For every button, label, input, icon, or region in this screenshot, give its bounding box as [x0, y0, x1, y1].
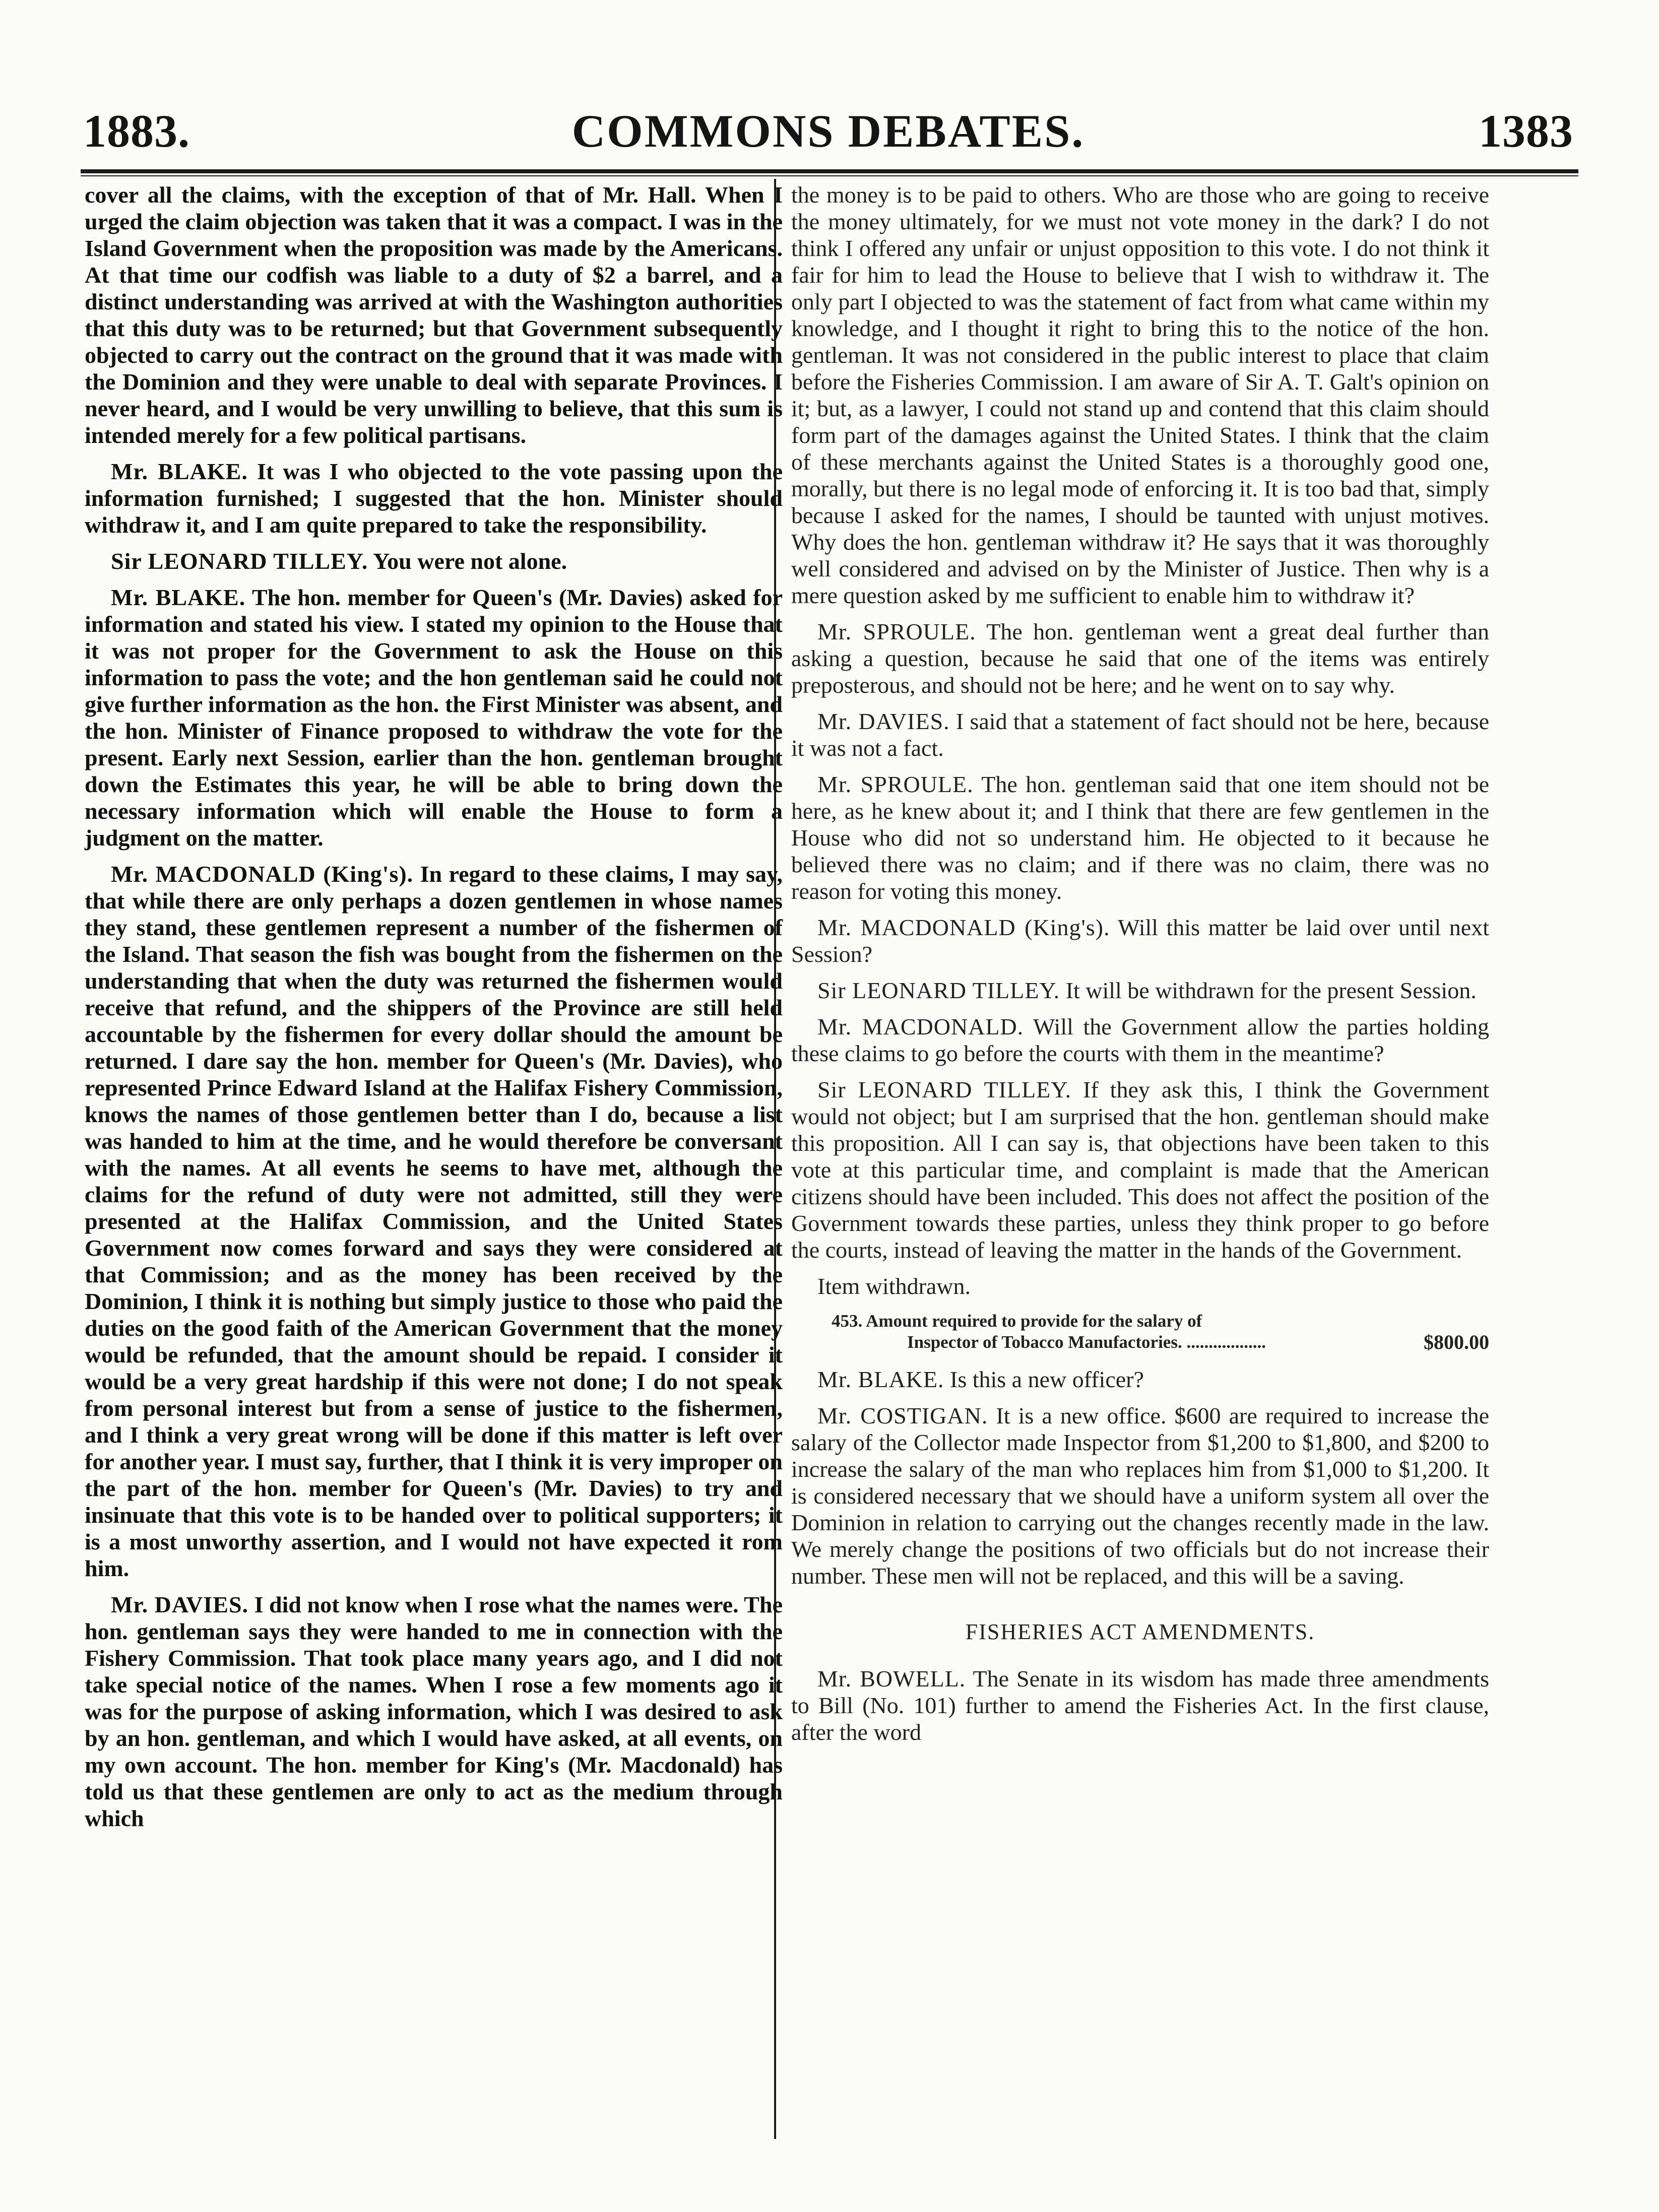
estimate-item-line1: 453. Amount required to provide for the salary of [832, 1311, 1202, 1331]
paragraph [791, 708, 1489, 761]
left-column [85, 181, 783, 1841]
speaker: Mr. DAVIES. [111, 1592, 249, 1617]
paragraph [791, 1076, 1489, 1263]
paragraph-text: The hon. gentleman went a great deal further than asking a question, because he said that one of the items was entirely preposterous, and should not be here; and he went on to say why. [791, 619, 1490, 698]
header-rule [81, 169, 1578, 173]
paragraph [791, 1402, 1489, 1589]
paragraph-text: The Senate in its wisdom has made three amendments to Bill (No. 101) further to amend the Fisheries Act. In the first clause, after the word [791, 1666, 1489, 1745]
header-title: COMMONS DEBATES. [571, 105, 1085, 157]
header-page-number: 1383 [1479, 105, 1573, 157]
right-column [791, 181, 1489, 1755]
paragraph [791, 977, 1489, 1004]
paragraph-text: I did not know when I rose what the names were. The hon. gentleman says they were handed to me in connection with the Fishery Commission. That took place many years ago, and I did not take special notice of the names. When I rose a few moments ago it was for the purpose of asking information, which I was desired to ask by an hon. gentleman, and which I would have asked, at all events, on my own account. The hon. member for King's (Mr. Macdonald) has told us that these gentlemen are only to act as the medium through which [85, 1592, 783, 1831]
paragraph [791, 771, 1489, 904]
estimate-item-amount: $800.00 [1424, 1331, 1489, 1353]
paragraph-text: It was I who objected to the vote passing upon the information furnished; I suggested that the hon. Minister should withdraw it, and I am quite prepared to take the responsibility. [85, 459, 783, 538]
paragraph [85, 1591, 783, 1832]
speaker: Mr. MACDONALD (King's). [817, 915, 1110, 940]
paragraph-text: Will the Government allow the parties holding these claims to go before the courts with them in the meantime? [791, 1014, 1489, 1066]
estimate-item [832, 1311, 1489, 1353]
paragraph-text: cover all the claims, with the exception of that of Mr. Hall. When I urged the claim objection was taken that it was a compact. I was in the Island Government when the proposition was made by the Americans. At that time our codfish was liable to a duty of $2 a barrel, and a distinct understanding was arrived at with the Washington authorities that this duty was to be returned; but that Government subsequently objected to carry out the contract on the ground that it was made with the Dominion and they were unable to deal with separate Provinces. I never heard, and I would be very unwilling to believe, that this sum is intended merely for a few political partisans. [85, 182, 783, 448]
paragraph-text: The hon. gentleman said that one item should not be here, as he knew about it; and I think that there are few gentlemen in the House who did not so understand him. He objected to it because he believed there was no claim; and if there was no claim, there was no reason for voting this money. [791, 771, 1490, 904]
speaker: Mr. MACDONALD. [817, 1014, 1024, 1039]
page-header [83, 103, 1573, 159]
speaker: Sir LEONARD TILLEY. [817, 1077, 1072, 1102]
speaker: Mr. COSTIGAN. [817, 1403, 988, 1428]
speaker: Mr. BLAKE. [111, 459, 248, 484]
paragraph-text: the money is to be paid to others. Who are those who are going to receive the money ultimately, for we must not vote money in the dark? I do not think I offered any unfair or unjust opposition to this vote. I do not think it fair for him to lead the House to believe that I wish to withdraw it. The only part I objected to was the statement of fact from what came within my knowledge, and I thought it right to bring this to the notice of the hon. gentleman. It was not considered in the public interest to place that claim before the Fisheries Commission. I am aware of Sir A. T. Galt's opinion on it; but, as a lawyer, I could not stand up and contend that this claim should form part of the damages against the United States. I think that the claim of these merchants against the United States is a thoroughly good one, morally, but there is no legal mode of enforcing it. It is too bad that, simply because I asked for the names, I should be taunted with unjust motives. Why does the hon. gentleman withdraw it? He says that it was thoroughly well considered and advised on by the Minister of Justice. Then why is a mere question asked by me sufficient to enable him to withdraw it? [791, 182, 1489, 608]
header-year: 1883. [83, 105, 190, 157]
paragraph [85, 458, 783, 538]
paragraph [791, 914, 1489, 967]
paragraph [791, 1273, 1489, 1299]
speaker: Mr. BOWELL. [817, 1666, 966, 1691]
speaker: Mr. SPROULE. [817, 619, 976, 644]
paragraph [791, 1366, 1489, 1393]
estimate-item-line2: Inspector of Tobacco Manufactories. .................. $800.00 [907, 1331, 1489, 1353]
speaker: Mr. DAVIES. [817, 708, 950, 734]
paragraph [85, 861, 783, 1582]
speaker: Mr. BLAKE. [111, 584, 246, 610]
paragraph-text: You were not alone. [373, 548, 567, 574]
paragraph-text: In regard to these claims, I may say, that while there are only perhaps a dozen gentlemen in whose names they stand, these gentlemen represent a number of the fishermen of the Island. That season the fish was bought from the fishermen on the understanding that when the duty was returned the fishermen would receive that refund, and the shippers of the Province are still held accountable by the fishermen for every dollar should the amount be returned. I dare say the hon. member for Queen's (Mr. Davies), who represented Prince Edward Island at the Halifax Fishery Commission, knows the names of those gentlemen better than I do, because a list was handed to him at the time, and he would therefore be conversant with the names. At all events he seems to have met, although the claims for the refund of duty were not admitted, still they were presented at the Halifax Commission, and the United States Government now comes forward and says they were considered at that Commission; and as the money has been received by the Dominion, I think it is nothing but simply justice to those who paid the duties on the good faith of the American Government that the money would be refunded, that the amount should be repaid. I consider it would be a very great hardship if this were not done; I do not speak from personal interest but from a sense of justice to the fishermen, and I think a very great wrong will be done if this matter is left over for another year. I must say, further, that I think it is very improper on the part of the hon. member for Queen's (Mr. Davies) to try and insinuate that this vote is to be handed over to political supporters; it is a most unworthy assertion, and I would not have expected it rom him. [85, 861, 783, 1581]
paragraph-text: It will be withdrawn for the present Session. [1065, 978, 1477, 1003]
paragraph [85, 548, 783, 574]
section-title: FISHERIES ACT AMENDMENTS. [965, 1619, 1315, 1644]
paragraph [85, 181, 783, 448]
paragraph [791, 1013, 1489, 1067]
paragraph-text: The hon. member for Queen's (Mr. Davies) asked for information and stated his view. I stated my opinion to the House that it was not proper for the Government to ask the House on this information to pass the vote; and the hon gentleman said he could not give further information as the hon. the First Minister was absent, and the hon. Minister of Finance proposed to withdraw the vote for the present. Early next Session, earlier than the hon. gentleman brought down the Estimates this year, he will be able to bring down the necessary information which will enable the House to form a judgment on the matter. [85, 584, 783, 851]
paragraph-text: If they ask this, I think the Government would not object; but I am surprised that the hon. gentleman should make this proposition. All I can say is, that objections have been taken to this vote at this particular time, and complaint is made that the American citizens should have been included. This does not affect the position of the Government towards these parties, unless they think proper to go before the courts, instead of leaving the matter in the hands of the Government. [791, 1077, 1489, 1263]
paragraph-text: It is a new office. $600 are required to increase the salary of the Collector made Inspector from $1,200 to $1,800, and $200 to increase the salary of the man who replaces him from $1,000 to $1,200. It is considered necessary that we should have a uniform system all over the Dominion in relation to carrying out the changes recently made in the law. We merely change the positions of two officials but do not increase their number. These men will not be replaced, and this will be a saving. [791, 1403, 1489, 1589]
paragraph-text: Item withdrawn. [817, 1273, 971, 1299]
paragraph [791, 618, 1489, 698]
paragraph [85, 584, 783, 851]
speaker: Sir LEONARD TILLEY. [111, 548, 368, 574]
paragraph [791, 1665, 1489, 1745]
paragraph [791, 181, 1489, 609]
paragraph-text: Is this a new officer? [950, 1367, 1144, 1392]
estimate-item-number: 453. [832, 1311, 863, 1331]
speaker: Mr. MACDONALD (King's). [111, 861, 414, 887]
paragraph-text: I said that a statement of fact should not be here, because it was not a fact. [791, 708, 1490, 761]
speaker: Mr. BLAKE. [817, 1367, 944, 1392]
speaker: Sir LEONARD TILLEY. [817, 978, 1060, 1003]
speaker: Mr. SPROULE. [817, 771, 974, 797]
paragraph-text: Will this matter be laid over until next Session? [791, 915, 1489, 967]
